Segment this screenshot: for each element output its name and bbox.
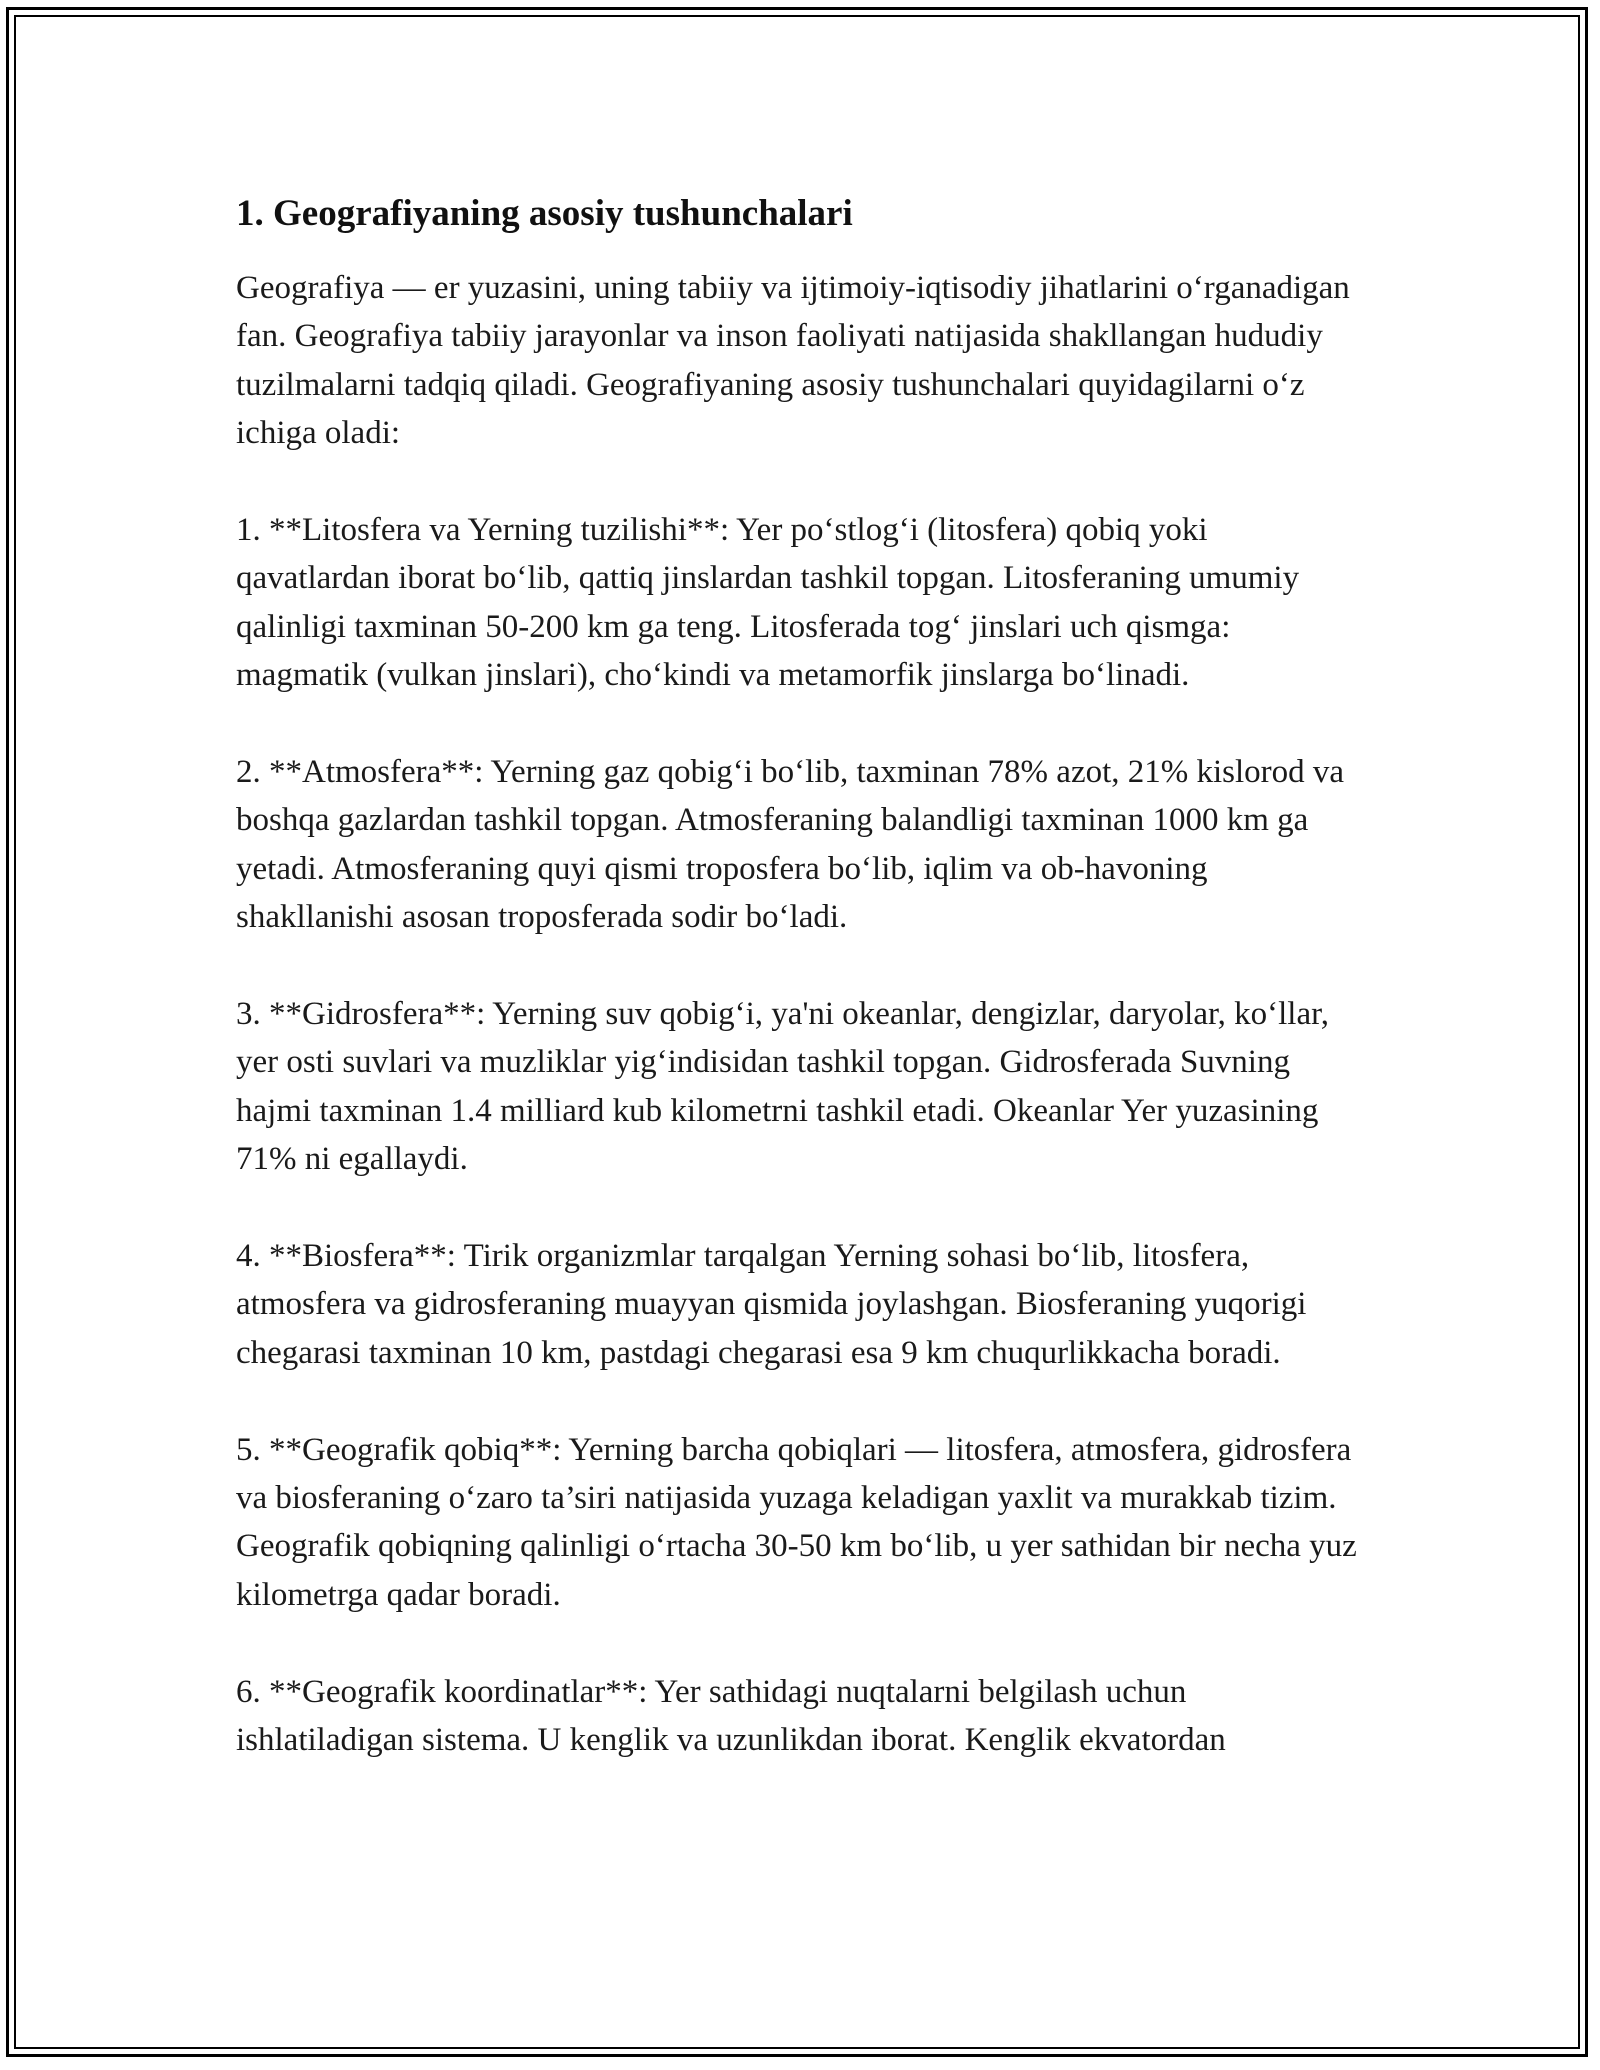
paragraph-geografik-qobiq: 5. **Geografik qobiq**: Yerning barcha qobiqlari — litosfera, atmosfera, gidrosfera va biosferaning o‘zaro ta’siri natijasida yuzaga keladigan yaxlit va murakkab tizim. Geografik qobiqning qalinligi o‘rtacha 30-50 km bo‘lib, u yer sathidan bir necha yuz kilometrga qadar boradi. [236, 1431, 1357, 1613]
paragraph-intro: Geografiya — er yuzasini, uning tabiiy va ijtimoiy-iqtisodiy jihatlarini o‘rganadigan fan. Geografiya tabiiy jarayonlar va inson faoliyati natijasida shakllangan hududiy tuzilmalarni tadqiq qiladi. Geografiyaning asosiy tushunchalari quyidagilarni o‘z ichiga oladi: [236, 270, 1350, 452]
paragraph-litosfera: 1. **Litosfera va Yerning tuzilishi**: Yer po‘stlog‘i (litosfera) qobiq yoki qavatlardan iborat bo‘lib, qattiq jinslardan tashkil topgan. Litosferaning umumiy qalinligi taxminan 50-200 km ga teng. Litosferada tog‘ jinslari uch qismga: magmatik (vulkan jinslari), cho‘kindi va metamorfik jinslarga bo‘linadi. [236, 512, 1300, 694]
paragraph-atmosfera: 2. **Atmosfera**: Yerning gaz qobig‘i bo‘lib, taxminan 78% azot, 21% kislorod va boshqa gazlardan tashkil topgan. Atmosferaning balandligi taxminan 1000 km ga yetadi. Atmosferaning quyi qismi troposfera bo‘lib, iqlim va ob-havoning shakllanishi asosan troposferada sodir bo‘ladi. [236, 754, 1345, 936]
document-title: 1. Geografiyaning asosiy tushunchalari [236, 193, 853, 234]
paragraph-biosfera: 4. **Biosfera**: Tirik organizmlar tarqalgan Yerning sohasi bo‘lib, litosfera, atmosfera va gidrosferaning muayyan qismida joylashgan. Biosferaning yuqorigi chegarasi taxminan 10 km, pastdagi chegarasi esa 9 km chuqurlikkacha boradi. [236, 1238, 1307, 1371]
paragraph-geografik-koordinatlar: 6. **Geografik koordinatlar**: Yer sathidagi nuqtalarni belgilash uchun ishlatiladigan sistema. U kenglik va uzunlikdan iborat. Kenglik ekvatordan [236, 1673, 1226, 1759]
document-body [236, 190, 1366, 1813]
paragraph-gidrosfera: 3. **Gidrosfera**: Yerning suv qobig‘i, ya'ni okeanlar, dengizlar, daryolar, ko‘llar, yer osti suvlari va muzliklar yig‘indisidan tashkil topgan. Gidrosferada Suvning hajmi taxminan 1.4 milliard kub kilometrni tashkil etadi. Okeanlar Yer yuzasining 71% ni egallaydi. [236, 996, 1330, 1178]
